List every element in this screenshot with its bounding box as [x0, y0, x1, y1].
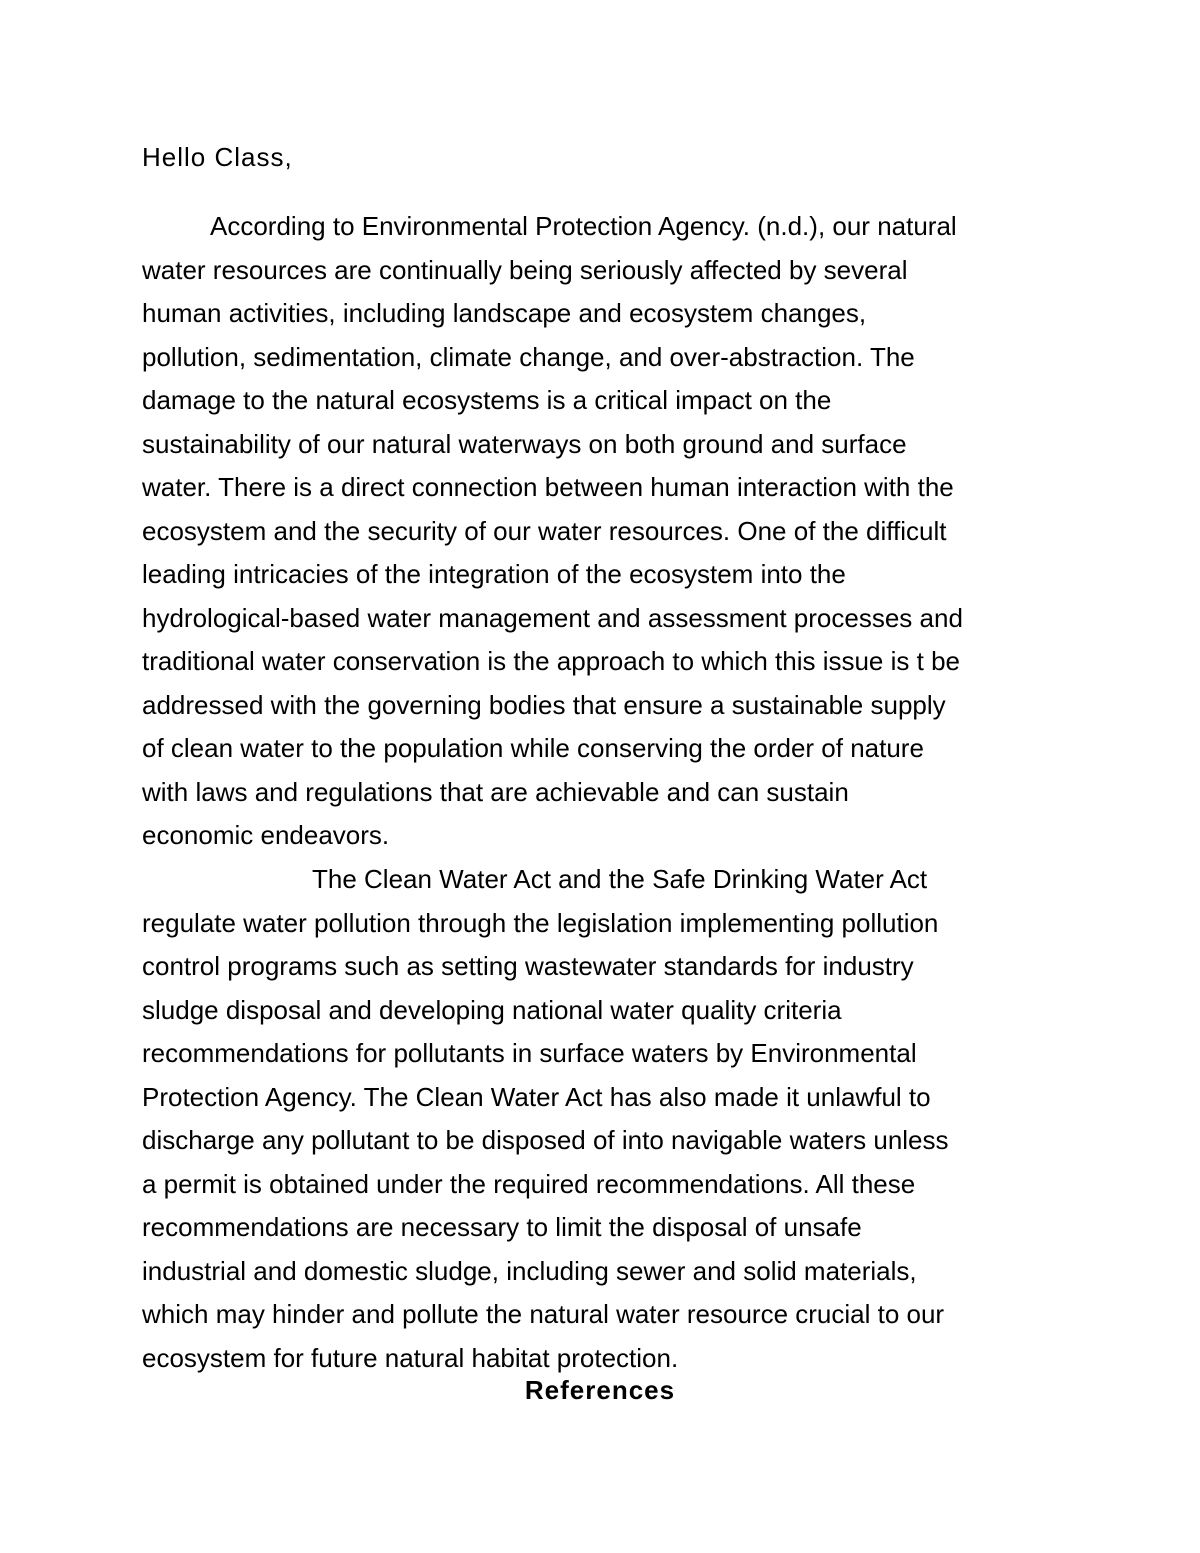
- paragraph-1-line: human activities, including landscape and ecosystem changes,: [142, 298, 867, 328]
- paragraph-2-line: regulate water pollution through the legislation implementing pollution: [142, 907, 939, 938]
- paragraph-1-line: traditional water conservation is the approach to which this issue is t be: [142, 646, 960, 676]
- paragraph-1-line: addressed with the governing bodies that ensure a sustainable supply: [142, 689, 946, 720]
- paragraph-2-line: recommendations for pollutants in surface waters by Environmental: [142, 1038, 917, 1068]
- paragraph-1-line: with laws and regulations that are achievable and can sustain: [142, 776, 849, 807]
- paragraph-2-line: a permit is obtained under the required recommendations. All these: [142, 1168, 916, 1199]
- paragraph-2-line: The Clean Water Act and the Safe Drinking Water Act: [312, 864, 928, 894]
- paragraph-1-line: sustainability of our natural waterways on both ground and surface: [142, 428, 907, 459]
- paragraph-1-line: pollution, sedimentation, climate change, and over-abstraction. The: [142, 341, 915, 372]
- references-heading: References: [524, 1375, 676, 1405]
- paragraph-2-line: sludge disposal and developing national water quality criteria: [142, 994, 842, 1025]
- paragraph-1-line: economic endeavors.: [142, 820, 390, 850]
- paragraph-2-line: discharge any pollutant to be disposed of into navigable waters unless: [142, 1125, 949, 1155]
- paragraph-2-line: recommendations are necessary to limit the disposal of unsafe: [142, 1212, 862, 1242]
- paragraph-2: [142, 858, 1102, 1380]
- paragraph-1-line: hydrological-based water management and assessment processes and: [142, 602, 963, 633]
- paragraph-1-line: According to Environmental Protection Agency. (n.d.), our natural: [210, 211, 957, 241]
- paragraph-1: [142, 205, 1102, 858]
- paragraph-1-line: damage to the natural ecosystems is a critical impact on the: [142, 385, 832, 415]
- paragraph-2-line: control programs such as setting wastewater standards for industry: [142, 951, 914, 981]
- paragraph-1-line: leading intricacies of the integration of the ecosystem into the: [142, 559, 846, 589]
- paragraph-2-line: which may hinder and pollute the natural water resource crucial to our: [142, 1299, 945, 1329]
- paragraph-2-line: industrial and domestic sludge, including sewer and solid materials,: [142, 1255, 917, 1286]
- paragraph-2-line: Protection Agency. The Clean Water Act has also made it unlawful to: [142, 1081, 931, 1112]
- paragraph-1-line: ecosystem and the security of our water resources. One of the difficult: [142, 515, 947, 546]
- greeting: Hello Class,: [142, 142, 293, 172]
- paragraph-1-line: water resources are continually being seriously affected by several: [142, 254, 908, 285]
- paragraph-2-line: ecosystem for future natural habitat protection.: [142, 1342, 679, 1373]
- paragraph-1-line: of clean water to the population while conserving the order of nature: [142, 733, 924, 763]
- paragraph-1-line: water. There is a direct connection between human interaction with the: [142, 472, 954, 502]
